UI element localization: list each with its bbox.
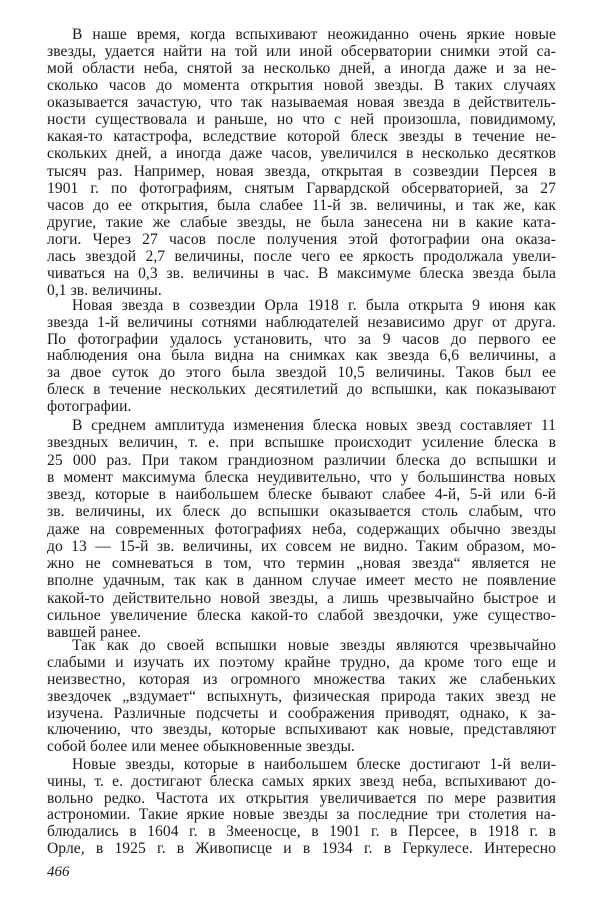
text-line: В среднем амплитуда изменения блеска новых звезд составляет 11 bbox=[72, 417, 556, 434]
text-line: блеск в течение нескольких десятилетий до вспышки, как показывают bbox=[47, 380, 556, 398]
text-line: за двое суток до этого была звездой 10,5 величины. Таков был ее bbox=[47, 364, 556, 382]
text-line: ключению, что звезды, которые вспыхивают как новые, представляют bbox=[47, 721, 556, 739]
paragraph bbox=[47, 26, 556, 299]
text-line: 0,1 зв. величины. bbox=[47, 281, 162, 299]
paragraph bbox=[47, 757, 556, 858]
text-line: 25 000 раз. При таком грандиозном различии блеска до вспышки и bbox=[47, 451, 556, 469]
text-line: изучена. Различные подсчеты и соображения приводят, однако, к за- bbox=[47, 704, 556, 722]
text-line: чиваться на 0,3 зв. величины в час. В максимуме блеска звезда была bbox=[47, 264, 556, 282]
text-line: Так как до своей вспышки новые звезды являются чрезвычайно bbox=[72, 637, 556, 654]
text-line: собой более или менее обыкновенные звезды. bbox=[47, 738, 355, 756]
paragraph bbox=[47, 417, 556, 641]
text-line: звезды, удается найти на той или иной обсерватории снимки этой са- bbox=[47, 43, 556, 61]
text-line: в момент максимума блеска неудивительно, что у большинства новых bbox=[47, 468, 556, 486]
text-line: до 13 — 15-й зв. величины, их совсем не видно. Таким образом, мо- bbox=[47, 537, 556, 555]
text-line: Орле, в 1925 г. в Живописце и в 1934 г. в Геркулесе. Интересно bbox=[47, 839, 556, 857]
text-line: жно не сомневаться в том, что термин „новая звезда“ является не bbox=[47, 555, 556, 572]
text-line: Новая звезда в созвездии Орла 1918 г. была открыта 9 июня как bbox=[72, 297, 556, 314]
text-line: даже на современных фотографиях неба, содержащих обычно звезды bbox=[47, 520, 556, 538]
text-line: какая-то катастрофа, вследствие которой блеск звезды в течение не- bbox=[47, 128, 556, 146]
text-line: какой-то действительно новой звезды, а лишь чрезвычайно быстрое и bbox=[47, 589, 556, 607]
text-line: В наше время, когда вспыхивают неожиданно очень яркие новые bbox=[72, 26, 556, 43]
text-line: вольно редко. Частота их открытия увеличивается по мере развития bbox=[47, 789, 556, 807]
text-line: оказывается зачастую, что так называемая новая звезда в действитель- bbox=[47, 94, 556, 112]
text-line: астрономии. Такие яркие новые звезды за последние три столетия на- bbox=[47, 806, 556, 824]
text-line: вавшей ранее. bbox=[47, 624, 142, 641]
text-line: фотографии. bbox=[47, 397, 132, 415]
text-line: сильное увеличение блеска какой-то слабой звездочки, уже существо- bbox=[47, 606, 556, 624]
text-line: слабыми и изучать их поэтому крайне трудно, да кроме того еще и bbox=[47, 653, 556, 671]
text-line: неизвестно, которая из огромного множества таких же слабеньких bbox=[47, 670, 556, 688]
text-line: скольких дней, а иногда даже часов, увеличился в несколько десятков bbox=[47, 145, 556, 163]
text-line: По фотографии удалось установить, что за 9 часов до первого ее bbox=[47, 330, 556, 348]
text-line: зв. величины, их блеск до вспышки оказывается столь слабым, что bbox=[47, 503, 556, 521]
text-line: сколько часов до момента открытия новой звезды. В таких случаях bbox=[47, 77, 556, 95]
page-number: 466 bbox=[47, 864, 70, 880]
paragraph bbox=[47, 638, 556, 756]
text-line: тысяч раз. Например, новая звезда, открытая в созвездии Персея в bbox=[47, 162, 556, 180]
text-line: звезда 1-й величины сотнями наблюдателей независимо друг от друга. bbox=[47, 313, 556, 331]
text-line: наблюдения она была видна на снимках как звезда 6,6 величины, а bbox=[47, 347, 556, 365]
text-line: блюдались в 1604 г. в Змееносце, в 1901 г. в Персее, в 1918 г. в bbox=[47, 823, 556, 841]
text-line: ности существовала и раньше, но что с ней произошла, повидимому, bbox=[47, 111, 556, 129]
paragraph bbox=[47, 298, 556, 416]
text-line: лась звездой 2,7 величины, после чего ее яркость продолжала увели- bbox=[47, 247, 556, 265]
text-line: звездных величин, т. е. при вспышке происходит усиление блеска в bbox=[47, 434, 556, 452]
text-line: звездочек „вздумает“ вспыхнуть, физическая природа таких звезд не bbox=[47, 687, 556, 705]
text-line: чины, т. е. достигают блеска самых ярких звезд неба, вспыхивают до- bbox=[47, 772, 556, 790]
text-line: вполне удачным, так как в данном случае имеет место не появление bbox=[47, 572, 556, 590]
text-line: 1901 г. по фотографиям, снятым Гарвардской обсерваторией, за 27 bbox=[47, 179, 556, 197]
text-line: звезд, которые в наибольшем блеске бывают слабее 4-й, 5-й или 6-й bbox=[47, 486, 556, 503]
text-line: логи. Через 27 часов после получения этой фотографии она оказа- bbox=[47, 230, 556, 248]
text-line: Новые звезды, которые в наибольшем блеске достигают 1-й вели- bbox=[72, 756, 556, 773]
text-line: другие, такие же слабые звезды, не была занесена ни в какие ката- bbox=[47, 213, 556, 231]
text-line: мой области неба, снятой за несколько дней, а иногда даже и за не- bbox=[47, 60, 556, 78]
text-line: часов до ее открытия, была слабее 11-й зв. величины, и так же, как bbox=[47, 196, 556, 214]
